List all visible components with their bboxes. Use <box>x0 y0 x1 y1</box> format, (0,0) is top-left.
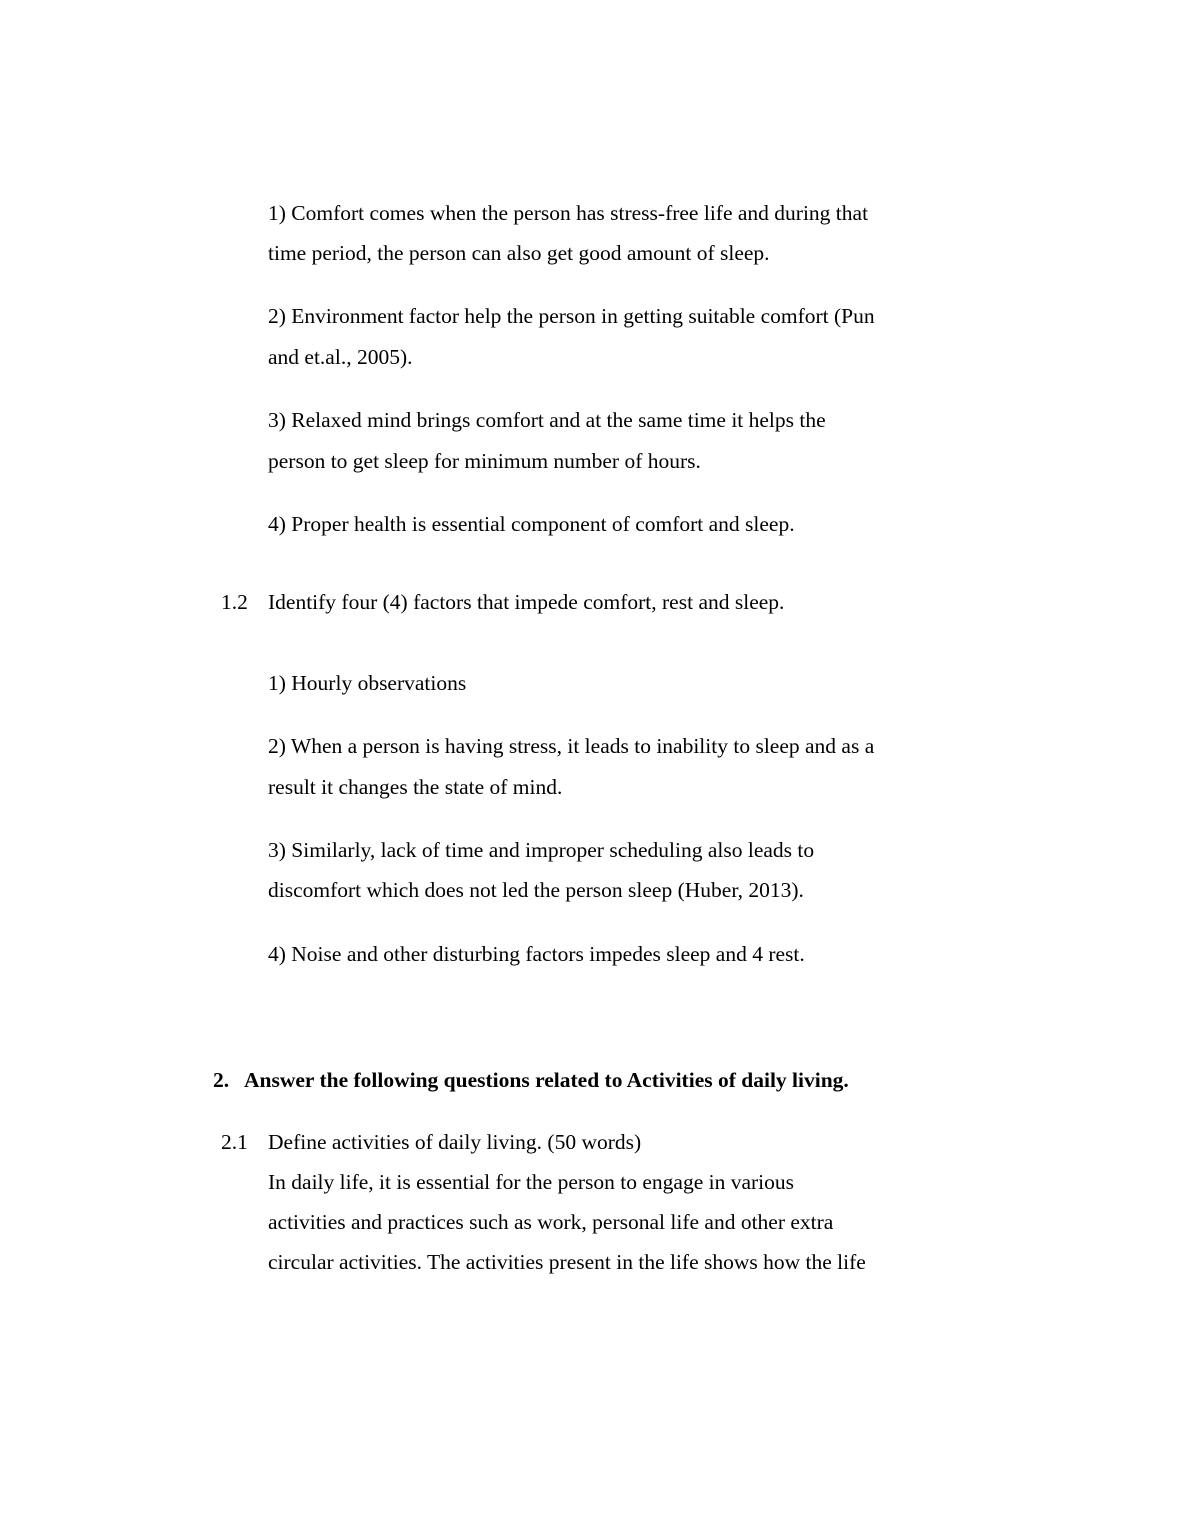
comfort-item-3-line-2: person to get sleep for minimum number of hours. <box>268 449 701 473</box>
section-heading-text: Answer the following questions related to Activities of daily living. <box>244 1068 849 1092</box>
impede-item-2-line-2: result it changes the state of mind. <box>268 775 563 799</box>
answer-line-2: activities and practices such as work, personal life and other extra <box>268 1210 834 1234</box>
answer-line-1: In daily life, it is essential for the person to engage in various <box>268 1170 795 1194</box>
impede-item-3-line-1: 3) Similarly, lack of time and improper scheduling also leads to <box>268 838 815 862</box>
section-number: 2. <box>213 1068 230 1092</box>
question-number: 1.2 <box>221 590 248 614</box>
question-number: 2.1 <box>221 1130 248 1154</box>
comfort-item-4-line-1: 4) Proper health is essential component of comfort and sleep. <box>268 512 795 536</box>
impede-item-4-line-1: 4) Noise and other disturbing factors impedes sleep and 4 rest. <box>268 942 805 966</box>
comfort-item-3-line-1: 3) Relaxed mind brings comfort and at the same time it helps the <box>268 408 826 432</box>
impede-item-2-line-1: 2) When a person is having stress, it leads to inability to sleep and as a <box>268 734 875 758</box>
comfort-item-2-line-2: and et.al., 2005). <box>268 345 413 369</box>
comfort-item-2-line-1: 2) Environment factor help the person in getting suitable comfort (Pun <box>268 304 875 328</box>
impede-item-3-line-2: discomfort which does not led the person sleep (Huber, 2013). <box>268 878 804 902</box>
comfort-item-1-line-2: time period, the person can also get good amount of sleep. <box>268 241 770 265</box>
comfort-item-1-line-1: 1) Comfort comes when the person has stress-free life and during that <box>268 201 869 225</box>
answer-line-3: circular activities. The activities present in the life shows how the life <box>268 1250 866 1274</box>
question-text: Identify four (4) factors that impede comfort, rest and sleep. <box>268 590 785 614</box>
impede-item-1-line-1: 1) Hourly observations <box>268 671 467 695</box>
question-text: Define activities of daily living. (50 words) <box>268 1130 642 1154</box>
